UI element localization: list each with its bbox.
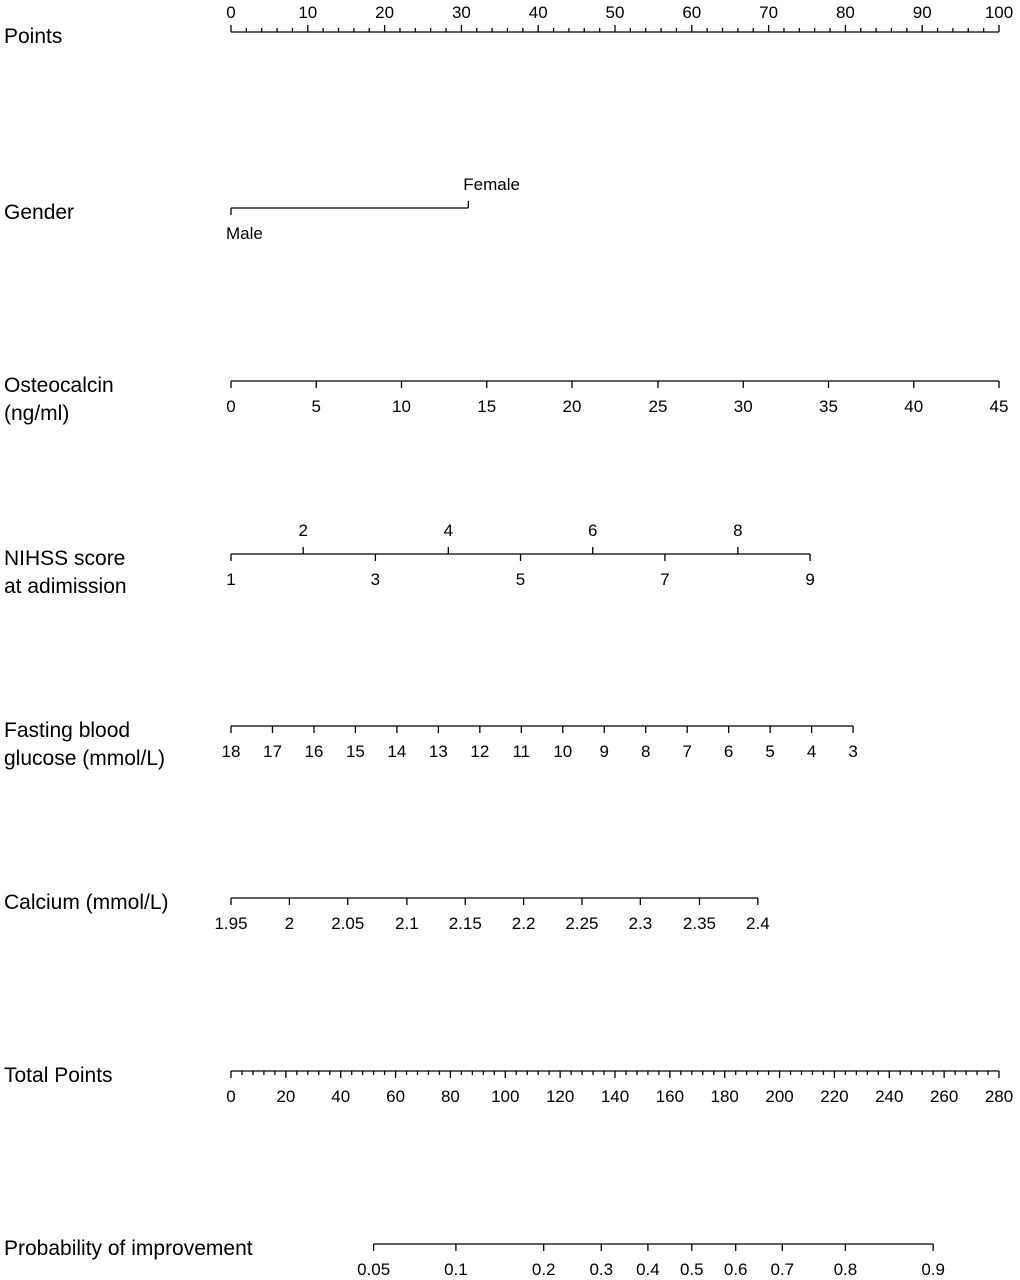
row-4-tick-label: 3 [848, 742, 858, 761]
row-4-tick-label: 11 [512, 742, 531, 761]
row-3-label: at adimission [4, 575, 127, 598]
row-0-tick-label: 50 [605, 3, 625, 22]
row-3-tick-label: 1 [226, 570, 236, 589]
row-4-label: Fasting blood [4, 719, 131, 742]
row-3-tick-label: 6 [587, 521, 598, 540]
row-0-tick-label: 20 [375, 3, 395, 22]
row-3-tick-label: 7 [660, 570, 670, 589]
row-2-tick-label: 40 [904, 397, 924, 416]
row-0-tick-label: 100 [984, 3, 1014, 22]
row-6-tick-label: 20 [276, 1087, 296, 1106]
row-2-tick-label: 15 [477, 397, 497, 416]
row-0-tick-label: 40 [528, 3, 548, 22]
row-0-tick-label: 0 [226, 3, 236, 22]
row-5-tick-label: 2.1 [395, 914, 419, 933]
row-0-tick-label: 30 [451, 3, 471, 22]
row-4-label: glucose (mmol/L) [4, 747, 166, 770]
row-0-tick-label: 80 [835, 3, 855, 22]
row-4-tick-label: 14 [387, 742, 407, 761]
row-4-tick-label: 9 [599, 742, 609, 761]
row-5-tick-label: 2.05 [331, 914, 365, 933]
row-2-tick-label: 20 [562, 397, 582, 416]
row-6-label: Total Points [4, 1064, 113, 1087]
row-7-tick-label: 0.2 [531, 1260, 556, 1279]
row-7-label: Probability of improvement [4, 1237, 253, 1260]
row-4-tick-label: 10 [553, 742, 573, 761]
row-6-tick-label: 120 [545, 1087, 575, 1106]
row-4-tick-label: 15 [345, 742, 365, 761]
row-0-tick-label: 60 [682, 3, 702, 22]
row-6-tick-label: 80 [440, 1087, 460, 1106]
row-4-tick-label: 18 [221, 742, 241, 761]
row-3-tick-label: 3 [370, 570, 381, 589]
row-5-tick-label: 2 [284, 914, 295, 933]
row-6-tick-label: 220 [820, 1087, 849, 1106]
row-1-category-label: Male [226, 224, 263, 243]
row-2-tick-label: 0 [226, 397, 236, 416]
row-4-tick-label: 4 [806, 742, 817, 761]
row-0-tick-label: 70 [759, 3, 779, 22]
row-6-tick-label: 280 [984, 1087, 1014, 1106]
row-4-tick-label: 6 [723, 742, 734, 761]
row-3-tick-label: 8 [733, 521, 743, 540]
row-2-label: Osteocalcin [4, 374, 114, 397]
row-1-label: Gender [4, 201, 75, 224]
row-1-category-label: Female [463, 175, 520, 194]
row-0-tick-label: 10 [298, 3, 318, 22]
row-5-tick-label: 2.2 [511, 914, 536, 933]
row-6-tick-label: 240 [875, 1087, 904, 1106]
row-6-tick-label: 260 [929, 1087, 959, 1106]
row-6-tick-label: 160 [655, 1087, 685, 1106]
row-6-tick-label: 60 [386, 1087, 406, 1106]
row-2-tick-label: 30 [733, 397, 753, 416]
row-3-label: NIHSS score [4, 547, 126, 570]
row-0-label: Points [4, 25, 63, 48]
row-5-tick-label: 1.95 [214, 914, 248, 933]
row-5-label: Calcium (mmol/L) [4, 891, 169, 914]
row-2-tick-label: 45 [989, 397, 1009, 416]
row-0-tick-label: 90 [912, 3, 932, 22]
row-3-tick-label: 5 [515, 570, 526, 589]
row-4-tick-label: 17 [263, 742, 282, 761]
row-2-tick-label: 25 [648, 397, 668, 416]
row-4-tick-label: 16 [304, 742, 324, 761]
row-7-tick-label: 0.5 [679, 1260, 704, 1279]
row-3-tick-label: 2 [298, 521, 308, 540]
row-5-tick-label: 2.15 [448, 914, 482, 933]
row-7-tick-label: 0.9 [921, 1260, 945, 1279]
row-4-tick-label: 12 [470, 742, 490, 761]
row-5-tick-label: 2.4 [746, 914, 770, 933]
row-7-tick-label: 0.7 [770, 1260, 795, 1279]
row-3-tick-label: 4 [443, 521, 454, 540]
row-7-tick-label: 0.3 [589, 1260, 614, 1279]
row-3-tick-label: 9 [805, 570, 815, 589]
row-2-label: (ng/ml) [4, 402, 70, 425]
row-6-tick-label: 140 [600, 1087, 630, 1106]
row-6-tick-label: 180 [710, 1087, 739, 1106]
row-4-tick-label: 13 [428, 742, 448, 761]
row-4-tick-label: 5 [765, 742, 775, 761]
row-5-tick-label: 2.35 [682, 914, 717, 933]
row-6-tick-label: 40 [331, 1087, 351, 1106]
row-2-tick-label: 5 [311, 397, 321, 416]
row-7-tick-label: 0.8 [833, 1260, 858, 1279]
row-4-tick-label: 7 [682, 742, 692, 761]
row-6-tick-label: 100 [491, 1087, 520, 1106]
row-6-tick-label: 200 [765, 1087, 794, 1106]
row-6-tick-label: 0 [226, 1087, 236, 1106]
row-7-tick-label: 0.1 [444, 1260, 468, 1279]
row-4-tick-label: 8 [640, 742, 651, 761]
row-7-tick-label: 0.05 [357, 1260, 391, 1279]
row-2-tick-label: 10 [392, 397, 411, 416]
row-5-tick-label: 2.3 [628, 914, 653, 933]
row-2-tick-label: 35 [819, 397, 838, 416]
row-7-tick-label: 0.4 [636, 1260, 660, 1279]
row-5-tick-label: 2.25 [565, 914, 599, 933]
row-7-tick-label: 0.6 [723, 1260, 748, 1279]
